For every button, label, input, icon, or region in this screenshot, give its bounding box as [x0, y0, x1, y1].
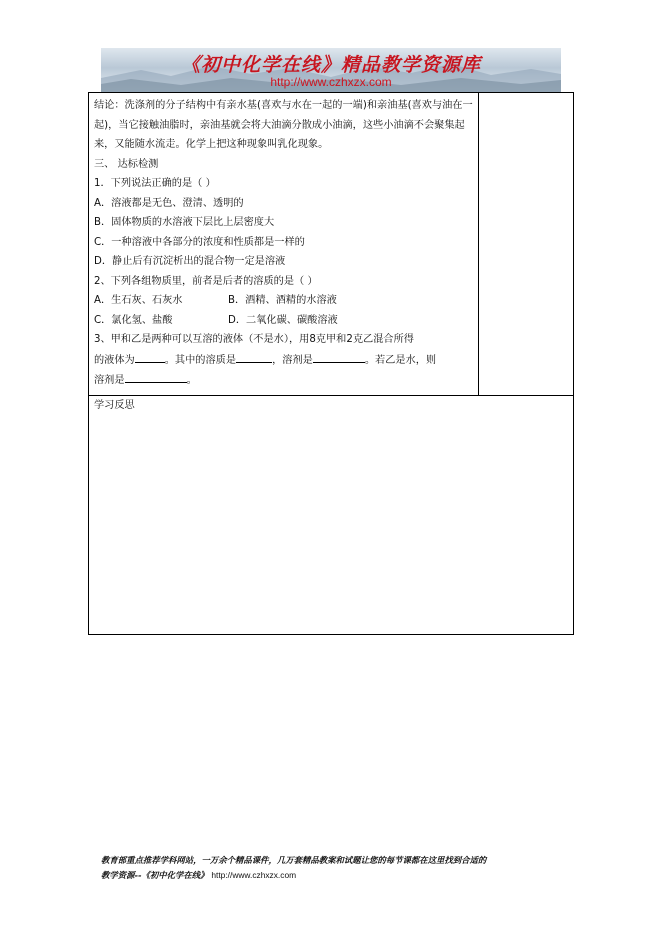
- worksheet-table: [88, 92, 574, 635]
- footer-brand: 教学资源--《初中化学在线》: [101, 870, 209, 880]
- question-2-option-c: C．氯化氢、盐酸: [94, 314, 173, 326]
- reflection-label: 学习反思: [94, 400, 135, 411]
- question-1-option-d: D．静止后有沉淀析出的混合物一定是溶液: [94, 256, 286, 267]
- question-3-text: 溶剂是: [94, 375, 125, 386]
- question-3-line-3: [94, 370, 474, 391]
- question-2-option-a: A．生石灰、石灰水: [94, 295, 183, 306]
- question-3-text: 。其中的溶质是: [164, 354, 237, 366]
- footer: [101, 853, 571, 883]
- question-2-options-cd: [94, 311, 474, 331]
- banner-url[interactable]: http://www.czhxzx.com: [270, 75, 392, 89]
- question-2-options-ab: [94, 291, 474, 311]
- question-1-option-a: A．溶液都是无色、澄清、透明的: [94, 197, 244, 209]
- footer-line-2: [101, 868, 571, 883]
- question-3-line-2: [94, 350, 474, 371]
- column-divider: [478, 93, 479, 395]
- answer-blank: [125, 370, 187, 383]
- footer-line-1: 教育部重点推荐学科网站，一万余个精品课件，几万套精品教案和试题让您的每节课都在这里找到合适的: [101, 855, 487, 865]
- question-3-text: 。若乙是水，则: [364, 354, 437, 366]
- answer-blank: [135, 350, 165, 363]
- conclusion-text: 结论：洗涤剂的分子结构中有亲水基(喜欢与水在一起的一端)和亲油基(喜欢与油在一起)，当它接触油脂时，亲油基就会将大油滴分散成小油滴，这些小油滴不会聚集起来，又能随水流走。化学上把这种现象叫乳化现象。: [94, 100, 473, 150]
- content-cell: [94, 96, 474, 391]
- question-3-text: 。: [186, 375, 197, 386]
- question-1: 1．下列说法正确的是（ ）: [94, 178, 216, 189]
- answer-blank: [313, 350, 365, 363]
- question-2-option-b: B．酒精、酒精的水溶液: [228, 295, 337, 306]
- question-1-option-c: C．一种溶液中各部分的浓度和性质都是一样的: [94, 236, 305, 248]
- question-2-option-d: D．二氧化碳、碳酸溶液: [228, 314, 338, 326]
- question-1-option-b: B．固体物质的水溶液下层比上层密度大: [94, 217, 275, 228]
- answer-blank: [236, 350, 272, 363]
- row-divider: [89, 395, 573, 396]
- question-3-text: 的液体为: [94, 354, 135, 366]
- question-3-text: ，溶剂是: [272, 354, 313, 366]
- header-banner: [101, 48, 561, 92]
- question-3-line-1: 3、甲和乙是两种可以互溶的液体（不是水），用8克甲和2克乙混合所得: [94, 334, 414, 345]
- banner-title: 《初中化学在线》精品教学资源库: [180, 54, 481, 76]
- footer-url[interactable]: http://www.czhxzx.com: [211, 870, 297, 880]
- question-2: 2、下列各组物质里，前者是后者的溶质的是（ ）: [94, 275, 318, 287]
- section-heading: 三、 达标检测: [94, 158, 159, 170]
